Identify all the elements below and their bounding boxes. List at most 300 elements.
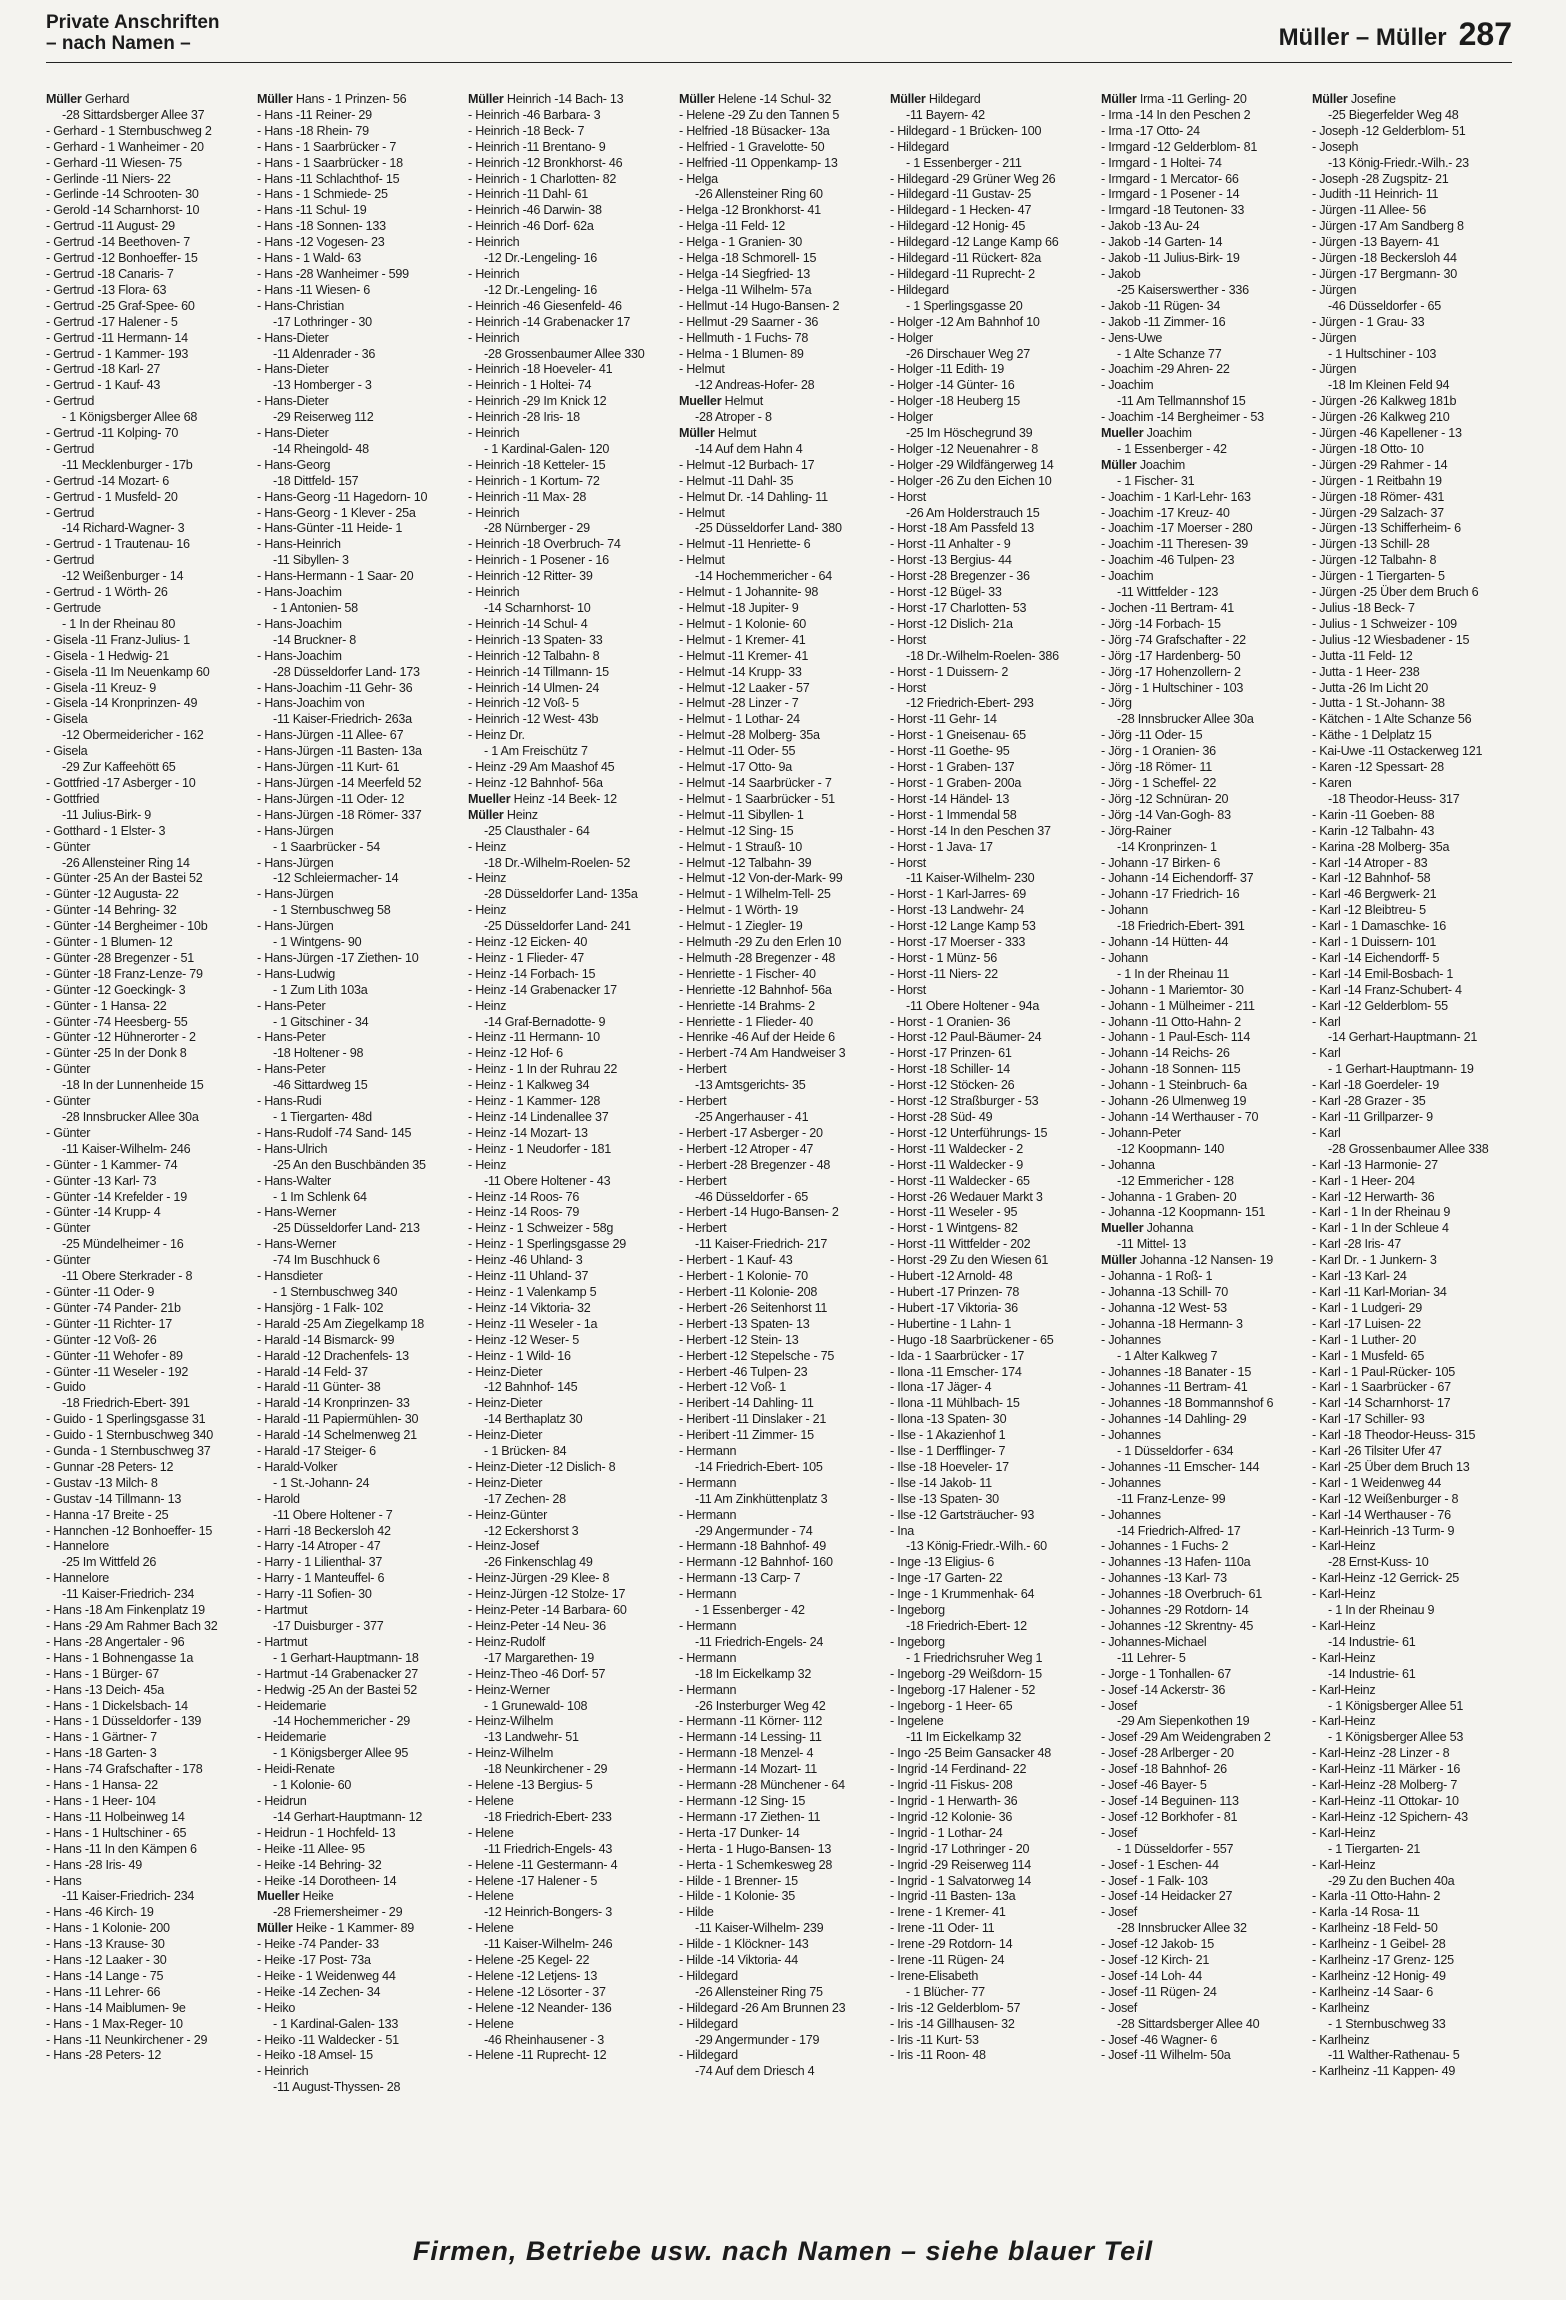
entry-text: - Hans - 1 Hultschiner - 65 bbox=[46, 1825, 187, 1840]
entry-text: - Heinrich bbox=[468, 505, 520, 520]
entry-text: - Helmut - 1 Wörth- 19 bbox=[679, 903, 799, 918]
directory-entry bbox=[679, 1269, 887, 1285]
directory-entry bbox=[257, 1508, 465, 1524]
directory-entry bbox=[890, 1651, 1098, 1667]
entry-text: - Jörg - 1 Oranien- 36 bbox=[1101, 744, 1216, 759]
directory-entry bbox=[890, 871, 1098, 887]
directory-entry bbox=[1101, 1428, 1309, 1444]
directory-entry bbox=[46, 521, 254, 537]
directory-entry bbox=[1312, 1094, 1520, 1110]
directory-entry bbox=[468, 1253, 676, 1269]
entry-text: - Günter -12 Hühnerorter - 2 bbox=[46, 1030, 196, 1045]
directory-entry bbox=[257, 1301, 465, 1317]
directory-entry bbox=[890, 521, 1098, 537]
directory-entry bbox=[1312, 2064, 1520, 2080]
directory-entry bbox=[46, 1826, 254, 1842]
directory-entry bbox=[46, 315, 254, 331]
directory-entry bbox=[890, 1301, 1098, 1317]
entry-text: - Heinz -11 Weseler - 1a bbox=[468, 1316, 598, 1331]
directory-entry bbox=[46, 633, 254, 649]
entry-text: - Heinrich -18 Hoeveler- 41 bbox=[468, 362, 613, 377]
directory-entry bbox=[679, 1365, 887, 1381]
directory-entry bbox=[257, 712, 465, 728]
entry-text: -25 Düsseldorfer Land- 213 bbox=[273, 1221, 420, 1236]
entry-text: -74 Auf dem Driesch 4 bbox=[695, 2064, 815, 2079]
directory-entry bbox=[257, 1746, 465, 1762]
entry-text: - Karl -17 Luisen- 22 bbox=[1312, 1316, 1421, 1331]
directory-entry bbox=[468, 378, 676, 394]
directory-entry bbox=[1312, 2017, 1520, 2033]
directory-entry bbox=[890, 1762, 1098, 1778]
directory-entry bbox=[468, 1460, 676, 1476]
entry-text: - Jürgen -46 Kapellener - 13 bbox=[1312, 426, 1462, 441]
directory-entry bbox=[468, 935, 676, 951]
entry-text: - Horst -12 Unterführungs- 15 bbox=[890, 1125, 1048, 1140]
entry-text: - 1 Sperlingsgasse 20 bbox=[906, 298, 1023, 313]
entry-text: -11 Obere Holtener - 43 bbox=[484, 1173, 611, 1188]
entry-text: - Jürgen - 1 Tiergarten- 5 bbox=[1312, 569, 1445, 584]
directory-entry bbox=[46, 871, 254, 887]
entry-text: - Hermann bbox=[679, 1682, 737, 1697]
entry-text: - Gotthard - 1 Elster- 3 bbox=[46, 823, 166, 838]
entry-text: - Hansjörg - 1 Falk- 102 bbox=[257, 1300, 384, 1315]
surname: Müller bbox=[1101, 1253, 1137, 1268]
entry-text: -14 Kronprinzen- 1 bbox=[1117, 839, 1217, 854]
entry-text: - Heinz-Wilhelm bbox=[468, 1746, 554, 1761]
directory-entry bbox=[1101, 617, 1309, 633]
entry-text: - Karlheinz -11 Kappen- 49 bbox=[1312, 2064, 1456, 2079]
entry-text: - 1 Kolonie- 60 bbox=[273, 1778, 352, 1793]
entry-text: - Gerhard -11 Wiesen- 75 bbox=[46, 155, 182, 170]
directory-entry bbox=[679, 1762, 887, 1778]
directory-entry bbox=[46, 219, 254, 235]
entry-text: - 1 Hultschiner - 103 bbox=[1328, 346, 1437, 361]
entry-text: - 1 Königsberger Allee 68 bbox=[62, 410, 198, 425]
directory-entry bbox=[1312, 1030, 1520, 1046]
entry-text: - Jörg-Rainer bbox=[1101, 823, 1172, 838]
entry-text: - Heidrun - 1 Hochfeld- 13 bbox=[257, 1825, 396, 1840]
directory-entry bbox=[679, 1476, 887, 1492]
entry-text: - Ingrid - 1 Herwarth- 36 bbox=[890, 1793, 1018, 1808]
entry-text: - Johannes -13 Karl- 73 bbox=[1101, 1571, 1227, 1586]
directory-entry bbox=[1101, 156, 1309, 172]
entry-text: - Holger -12 Neuenahrer - 8 bbox=[890, 441, 1038, 456]
entry-text: - 1 Königsberger Allee 53 bbox=[1328, 1730, 1464, 1745]
directory-column bbox=[1312, 92, 1520, 2214]
directory-entry bbox=[1312, 951, 1520, 967]
directory-entry bbox=[46, 1587, 254, 1603]
directory-entry bbox=[468, 1365, 676, 1381]
entry-text: - Jürgen - 1 Grau- 33 bbox=[1312, 314, 1425, 329]
entry-text: - Karl-Heinz -11 Ottokar- 10 bbox=[1312, 1793, 1459, 1808]
directory-entry bbox=[46, 681, 254, 697]
directory-entry bbox=[679, 458, 887, 474]
directory-entry bbox=[1312, 1269, 1520, 1285]
directory-entry bbox=[890, 362, 1098, 378]
entry-text: - Hans-Jürgen -11 Oder- 12 bbox=[257, 791, 405, 806]
directory-entry bbox=[257, 601, 465, 617]
entry-text: - Josef -12 Borkhofer - 81 bbox=[1101, 1809, 1238, 1824]
entry-text: - Josef -11 Rügen- 24 bbox=[1101, 1984, 1217, 1999]
entry-text: - 1 Gerhart-Hauptmann- 19 bbox=[1328, 1062, 1474, 1077]
entry-text: - Heinz-Dieter bbox=[468, 1428, 543, 1443]
directory-entry bbox=[890, 458, 1098, 474]
directory-entry bbox=[257, 1317, 465, 1333]
directory-entry bbox=[257, 1699, 465, 1715]
entry-text: - Helmut -11 Dahl- 35 bbox=[679, 473, 794, 488]
directory-entry bbox=[1312, 1746, 1520, 1762]
entry-text: - Ingeborg -29 Weißdorn- 15 bbox=[890, 1666, 1042, 1681]
entry-text: - Günter -14 Krefelder - 19 bbox=[46, 1189, 187, 1204]
entry-text: - Joseph -28 Zugspitz- 21 bbox=[1312, 171, 1449, 186]
directory-entry bbox=[468, 442, 676, 458]
directory-entry bbox=[890, 490, 1098, 506]
directory-entry bbox=[1101, 2017, 1309, 2033]
directory-entry bbox=[890, 760, 1098, 776]
entry-text: - Horst -17 Charlotten- 53 bbox=[890, 601, 1027, 615]
entry-text: - 1 Tiergarten- 21 bbox=[1328, 1841, 1421, 1856]
entry-text: - Herbert -13 Spaten- 13 bbox=[679, 1316, 810, 1331]
directory-entry bbox=[46, 1015, 254, 1031]
entry-text: - Horst - 1 Oranien- 36 bbox=[890, 1014, 1011, 1029]
directory-entry bbox=[890, 187, 1098, 203]
directory-entry bbox=[890, 394, 1098, 410]
directory-entry bbox=[890, 1508, 1098, 1524]
entry-text: - Johann -17 Birken- 6 bbox=[1101, 855, 1221, 870]
entry-text: - Karl -13 Karl- 24 bbox=[1312, 1269, 1407, 1284]
directory-entry bbox=[890, 1237, 1098, 1253]
directory-entry bbox=[46, 553, 254, 569]
directory-entry bbox=[468, 1762, 676, 1778]
directory-entry bbox=[679, 1412, 887, 1428]
directory-entry bbox=[257, 1985, 465, 2001]
entry-text: - Irmgard - 1 Mercator- 66 bbox=[1101, 171, 1239, 186]
entry-text: - Horst -17 Moerser - 333 bbox=[890, 935, 1026, 950]
entry-text: - Horst - 1 Immendal 58 bbox=[890, 807, 1017, 822]
directory-entry bbox=[1312, 219, 1520, 235]
directory-entry bbox=[46, 299, 254, 315]
directory-entry bbox=[257, 1524, 465, 1540]
directory-entry bbox=[679, 1460, 887, 1476]
entry-text: - Karl -11 Karl-Morian- 34 bbox=[1312, 1284, 1447, 1299]
entry-text: - Holger -18 Heuberg 15 bbox=[890, 394, 1021, 409]
entry-text: - Judith -11 Heinrich- 11 bbox=[1312, 187, 1439, 202]
directory-entry bbox=[257, 1030, 465, 1046]
entry-text: - Gerlinde -14 Schrooten- 30 bbox=[46, 187, 199, 202]
directory-entry bbox=[1312, 808, 1520, 824]
entry-text: - Henriette -12 Bahnhof- 56a bbox=[679, 982, 832, 997]
directory-entry bbox=[468, 1190, 676, 1206]
directory-entry bbox=[46, 1667, 254, 1683]
directory-entry bbox=[46, 1301, 254, 1317]
entry-text: - Iris -11 Roon- 48 bbox=[890, 2048, 986, 2063]
directory-entry bbox=[679, 1683, 887, 1699]
directory-entry bbox=[468, 172, 676, 188]
directory-entry bbox=[468, 1778, 676, 1794]
entry-text: - Harald -11 Günter- 38 bbox=[257, 1380, 381, 1395]
directory-entry bbox=[1101, 1190, 1309, 1206]
entry-text: - Hermann bbox=[679, 1619, 737, 1633]
entry-text: - Karin -12 Talbahn- 43 bbox=[1312, 823, 1435, 838]
entry-text: - Heinz -46 Uhland- 3 bbox=[468, 1253, 583, 1268]
directory-entry bbox=[257, 1571, 465, 1587]
entry-text: - Ingeborg bbox=[890, 1634, 945, 1649]
entry-text: - Johanna -18 Hermann- 3 bbox=[1101, 1316, 1243, 1331]
directory-entry bbox=[1312, 1317, 1520, 1333]
directory-entry bbox=[1101, 1365, 1309, 1381]
entry-text: -13 König-Friedr.-Wilh.- 60 bbox=[906, 1539, 1047, 1554]
directory-entry bbox=[1101, 903, 1309, 919]
entry-text: - 1 Alte Schanze 77 bbox=[1117, 346, 1222, 361]
directory-entry bbox=[1101, 1635, 1309, 1651]
directory-entry bbox=[1101, 1794, 1309, 1810]
entry-text: - Helene bbox=[468, 1825, 514, 1840]
directory-entry bbox=[890, 537, 1098, 553]
directory-entry bbox=[468, 1746, 676, 1762]
entry-text: - Hans -18 Garten- 3 bbox=[46, 1746, 157, 1761]
entry-text: -11 Kaiser-Friedrich- 234 bbox=[62, 1587, 195, 1602]
entry-text: - Helga -11 Wilhelm- 57a bbox=[679, 282, 812, 297]
entry-text: - 1 Saarbrücker - 54 bbox=[273, 839, 380, 854]
entry-text: - Herbert - 1 Kolonie- 70 bbox=[679, 1269, 808, 1284]
entry-text: - Karl -12 Weißenburger - 8 bbox=[1312, 1491, 1459, 1506]
directory-entry bbox=[1312, 235, 1520, 251]
directory-entry bbox=[679, 1810, 887, 1826]
entry-text: - Josef -28 Arlberger - 20 bbox=[1101, 1746, 1234, 1761]
directory-entry bbox=[257, 553, 465, 569]
entry-text: - Josef -14 Heidacker 27 bbox=[1101, 1889, 1233, 1904]
directory-entry bbox=[257, 1730, 465, 1746]
entry-text: - Horst -11 Waldecker - 2 bbox=[890, 1141, 1024, 1156]
entry-text: - Heinrich -18 Beck- 7 bbox=[468, 123, 585, 138]
entry-text: - Guido - 1 Sperlingsgasse 31 bbox=[46, 1412, 206, 1427]
directory-entry bbox=[1101, 887, 1309, 903]
surname: Mueller bbox=[1101, 1221, 1144, 1236]
entry-text: - Karl -17 Schiller- 93 bbox=[1312, 1412, 1425, 1427]
entry-text: - Horst bbox=[890, 489, 927, 504]
entry-text: -14 Hochemmericher - 64 bbox=[695, 569, 833, 584]
directory-entry bbox=[257, 1174, 465, 1190]
entry-text: -11 Walther-Rathenau- 5 bbox=[1328, 2048, 1460, 2063]
entry-text: - Josef - 1 Falk- 103 bbox=[1101, 1873, 1208, 1888]
entry-text: - Gisela -11 Franz-Julius- 1 bbox=[46, 632, 190, 647]
entry-text: - Helmut -17 Otto- 9a bbox=[679, 760, 793, 775]
directory-entry bbox=[257, 999, 465, 1015]
entry-text: - Joachim -14 Bergheimer - 53 bbox=[1101, 410, 1264, 425]
entry-text: - Hartmut -14 Grabenacker 27 bbox=[257, 1666, 418, 1681]
directory-entry bbox=[890, 1874, 1098, 1890]
directory-entry bbox=[679, 1858, 887, 1874]
entry-text: - Horst -12 Paul-Bäumer- 24 bbox=[890, 1030, 1042, 1045]
directory-entry bbox=[1101, 1619, 1309, 1635]
directory-entry bbox=[46, 2048, 254, 2064]
directory-entry bbox=[890, 633, 1098, 649]
directory-entry bbox=[468, 2048, 676, 2064]
directory-entry bbox=[1101, 1492, 1309, 1508]
entry-text: - Käthe - 1 Delplatz 15 bbox=[1312, 728, 1432, 743]
entry-text: - 1 In der Rheinau 9 bbox=[1328, 1603, 1435, 1618]
directory-entry bbox=[679, 1635, 887, 1651]
entry-text: -25 Angerhauser - 41 bbox=[695, 1110, 809, 1124]
directory-entry bbox=[1101, 585, 1309, 601]
directory-entry bbox=[679, 1110, 887, 1126]
directory-entry bbox=[1312, 1794, 1520, 1810]
entry-text: - Heinz-Dieter bbox=[468, 1364, 543, 1379]
entry-text: - Hildegard -11 Gustav- 25 bbox=[890, 187, 1031, 202]
entry-text: - Johann -18 Sonnen- 115 bbox=[1101, 1062, 1241, 1077]
directory-entry bbox=[46, 1412, 254, 1428]
entry-text: -25 Düsseldorfer Land- 380 bbox=[695, 521, 842, 536]
entry-text: - Hans-Dieter bbox=[257, 394, 329, 409]
entry-text: -29 Angermunder - 179 bbox=[695, 2032, 820, 2047]
directory-entry bbox=[679, 362, 887, 378]
entry-text: - Heinrich -14 Tillmann- 15 bbox=[468, 664, 609, 679]
entry-text: -14 Auf dem Hahn 4 bbox=[695, 441, 803, 456]
entry-text: - Karl - 1 In der Rheinau 9 bbox=[1312, 1205, 1451, 1220]
entry-text: - Karl -26 Tilsiter Ufer 47 bbox=[1312, 1444, 1442, 1459]
entry-text: - Heinrich -11 Dahl- 61 bbox=[468, 187, 589, 202]
directory-entry bbox=[46, 1365, 254, 1381]
directory-entry bbox=[1312, 1921, 1520, 1937]
directory-entry bbox=[468, 299, 676, 315]
footer-note: Firmen, Betriebe usw. nach Namen – siehe blauer Teil bbox=[412, 2236, 1154, 2266]
entry-text: - Ingelene bbox=[890, 1714, 944, 1729]
entry-text: - Hans-Ulrich bbox=[257, 1141, 328, 1156]
entry-text: -11 Franz-Lenze- 99 bbox=[1117, 1491, 1226, 1506]
directory-entry bbox=[46, 1190, 254, 1206]
directory-entry bbox=[679, 903, 887, 919]
entry-text: - Julius -18 Beck- 7 bbox=[1312, 601, 1415, 615]
directory-entry bbox=[890, 951, 1098, 967]
entry-text: - Horst -18 Am Passfeld 13 bbox=[890, 521, 1034, 536]
directory-entry bbox=[890, 1587, 1098, 1603]
directory-entry bbox=[468, 92, 676, 108]
directory-entry bbox=[257, 1444, 465, 1460]
directory-entry bbox=[679, 1778, 887, 1794]
directory-entry bbox=[1312, 394, 1520, 410]
entry-text: - Gisela -11 Kreuz- 9 bbox=[46, 680, 156, 695]
entry-text: -11 Obere Sterkrader - 8 bbox=[62, 1269, 193, 1284]
directory-entry bbox=[468, 331, 676, 347]
directory-entry bbox=[468, 1555, 676, 1571]
entry-text: - Horst - 1 Karl-Jarres- 69 bbox=[890, 887, 1027, 902]
entry-text: - Heinrich -28 Iris- 18 bbox=[468, 410, 580, 425]
directory-entry bbox=[1312, 410, 1520, 426]
directory-entry bbox=[46, 569, 254, 585]
entry-text: - Johannes bbox=[1101, 1507, 1161, 1522]
entry-text: - Heinz -14 Viktoria- 32 bbox=[468, 1300, 591, 1315]
entry-text: - Johann - 1 Steinbruch- 6a bbox=[1101, 1078, 1247, 1093]
entry-text: - Hilde - 1 Brenner- 15 bbox=[679, 1873, 798, 1888]
directory-entry bbox=[46, 1842, 254, 1858]
directory-entry bbox=[679, 1253, 887, 1269]
directory-entry bbox=[890, 203, 1098, 219]
directory-entry bbox=[890, 1269, 1098, 1285]
directory-entry bbox=[46, 1444, 254, 1460]
entry-text: - Karl bbox=[1312, 1046, 1341, 1061]
entry-text: Josefine bbox=[1350, 92, 1396, 106]
entry-text: - 1 Düsseldorfer - 634 bbox=[1117, 1444, 1234, 1459]
entry-text: - Hildegard -26 Am Brunnen 23 bbox=[679, 2000, 846, 2015]
directory-column bbox=[468, 92, 676, 2214]
entry-text: - Johann -14 Hütten- 44 bbox=[1101, 935, 1229, 950]
directory-entry bbox=[1101, 267, 1309, 283]
directory-entry bbox=[257, 1603, 465, 1619]
entry-text: - Günter -12 Augusta- 22 bbox=[46, 887, 179, 902]
directory-entry bbox=[257, 1778, 465, 1794]
directory-entry bbox=[468, 1221, 676, 1237]
directory-entry bbox=[468, 1667, 676, 1683]
directory-entry bbox=[890, 824, 1098, 840]
directory-entry bbox=[1101, 1730, 1309, 1746]
entry-text: - Helene -12 Neander- 136 bbox=[468, 2000, 612, 2015]
entry-text: - Hans -28 Iris- 49 bbox=[46, 1857, 143, 1872]
entry-text: -18 Friedrich-Ebert- 391 bbox=[1117, 919, 1245, 934]
directory-entry bbox=[46, 840, 254, 856]
directory-entry bbox=[679, 187, 887, 203]
directory-entry bbox=[257, 760, 465, 776]
directory-entry bbox=[1312, 2033, 1520, 2049]
entry-text: - Josef -46 Bayer- 5 bbox=[1101, 1778, 1207, 1793]
entry-text: -18 Dr.-Wilhelm-Roelen- 52 bbox=[484, 855, 631, 870]
directory-entry bbox=[1101, 506, 1309, 522]
entry-text: - Ilona -11 Emscher- 174 bbox=[890, 1364, 1022, 1379]
entry-text: - Irma -14 In den Peschen 2 bbox=[1101, 107, 1251, 122]
entry-text: - Heinz - 1 Kalkweg 34 bbox=[468, 1078, 590, 1093]
entry-text: - Horst bbox=[890, 855, 927, 870]
directory-entry bbox=[46, 235, 254, 251]
directory-columns bbox=[46, 92, 1522, 2214]
directory-column bbox=[1101, 92, 1309, 2214]
directory-entry bbox=[890, 124, 1098, 140]
entry-text: - Helmut -28 Molberg- 35a bbox=[679, 728, 820, 743]
directory-entry bbox=[1101, 601, 1309, 617]
directory-entry bbox=[679, 999, 887, 1015]
entry-text: - Helga - 1 Granien- 30 bbox=[679, 235, 803, 250]
entry-text: - Hans -12 Vogesen- 23 bbox=[257, 235, 385, 250]
entry-text: -28 Atroper - 8 bbox=[695, 410, 772, 425]
directory-entry bbox=[679, 1301, 887, 1317]
entry-text: - 1 Zum Lith 103a bbox=[273, 982, 368, 997]
directory-entry bbox=[257, 649, 465, 665]
entry-text: - 1 Königsberger Allee 95 bbox=[273, 1746, 409, 1761]
entry-text: - Johann -17 Friedrich- 16 bbox=[1101, 887, 1240, 902]
entry-text: - Joseph -12 Gelderblom- 51 bbox=[1312, 123, 1466, 138]
entry-text: - Helmut - 1 Johannite- 98 bbox=[679, 585, 819, 600]
entry-text: - Herbert - 1 Kauf- 43 bbox=[679, 1253, 793, 1268]
entry-text: - Joachim -29 Ahren- 22 bbox=[1101, 362, 1230, 377]
directory-entry bbox=[1312, 1380, 1520, 1396]
directory-entry bbox=[468, 871, 676, 887]
directory-entry bbox=[46, 712, 254, 728]
directory-entry bbox=[1101, 1460, 1309, 1476]
directory-entry bbox=[679, 1889, 887, 1905]
directory-entry bbox=[1312, 347, 1520, 363]
entry-text: - Helene bbox=[468, 2016, 514, 2031]
directory-entry bbox=[679, 506, 887, 522]
entry-text: -26 Dirschauer Weg 27 bbox=[906, 346, 1031, 361]
directory-entry bbox=[679, 776, 887, 792]
entry-text: -14 Gerhart-Hauptmann- 21 bbox=[1328, 1030, 1478, 1045]
directory-entry bbox=[1312, 203, 1520, 219]
entry-text: - Heinrich - 1 Charlotten- 82 bbox=[468, 171, 617, 186]
directory-entry bbox=[1101, 331, 1309, 347]
surname: Müller bbox=[46, 92, 82, 106]
entry-text: - Karl - 1 Ludgeri- 29 bbox=[1312, 1300, 1422, 1315]
entry-text: -28 Innsbrucker Allee 32 bbox=[1117, 1921, 1247, 1936]
entry-text: - Hildegard -29 Grüner Weg 26 bbox=[890, 171, 1056, 186]
entry-text: - Heinz-Peter -14 Neu- 36 bbox=[468, 1619, 606, 1633]
